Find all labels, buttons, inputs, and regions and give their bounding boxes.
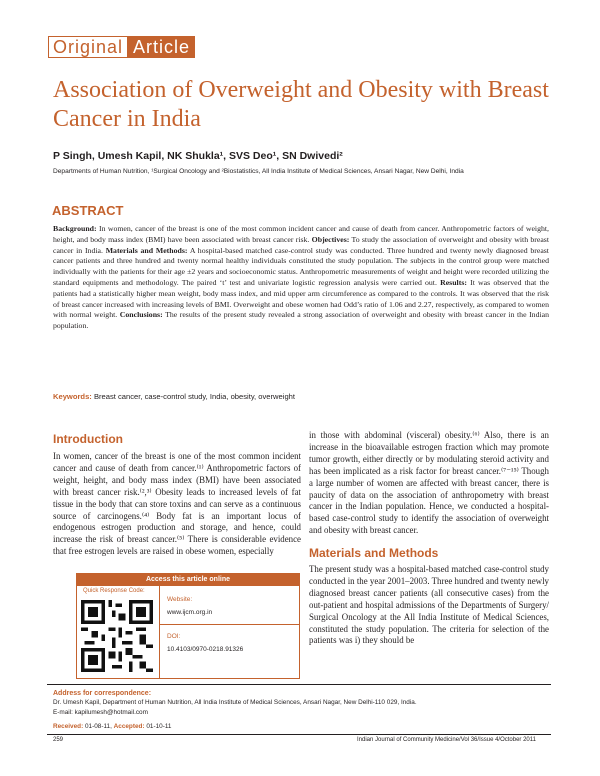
correspondence-rule	[47, 684, 551, 685]
footer-rule	[47, 734, 551, 735]
keywords-label: Keywords:	[53, 392, 92, 401]
objectives-label: Objectives:	[311, 234, 350, 244]
methods-heading: Materials and Methods	[309, 546, 439, 560]
methods-text: The present study was a hospital-based matched case-control study conducted in the year 2001–2003. Three hundred and twenty newly diagnosed breast cancer patients (all consecutive cases) from the out-patient and hospital admissions of the Departments of Surgery/ Surgical Oncology at the All India Institute of Medical Sciences, constituted the study population. The criteria for selection of the patients was i) they should be	[309, 564, 549, 646]
affiliation: Departments of Human Nutrition, ¹Surgical Oncology and ²Biostatistics, All India Institute of Medical Sciences, Ansari Nagar, New Delhi, India	[53, 168, 464, 175]
access-box-header: Access this article online	[77, 574, 299, 586]
journal-citation: Indian Journal of Community Medicine/Vol 36/Issue 4/October 2011	[357, 737, 536, 743]
conclusions-text: The results of the present study revealed a strong association of overweight and obesity with breast cancer in the Indian population.	[53, 310, 550, 331]
results-text: It was observed that the patients had a statistically higher mean weight, body mass index, and mid upper arm circumference as compared to the controls. It was observed that the risk of breast cancer increased with increasing levels of BMI. Overweight and obese women had Odd’s ratio of 1.06 and 2.27, respectively, as compared to women with normal weight.	[53, 277, 550, 320]
access-box-divider	[159, 624, 299, 625]
keywords-text: Breast cancer, case-control study, India, obesity, overweight	[93, 392, 296, 401]
received-label: Received:	[53, 723, 84, 730]
methods-text: A hospital-based matched case-control study was conducted. Three hundred and twenty newly diagnosed breast cancer patients and three hundred and twenty normal healthy individuals constituted the study population. The subjects in the control group were matched individually with the patients for their age ±2 years and socioeconomic status. Anthropometric measurements of weight and height were recorded utilizing the standard equipments and methodology. The paired ‘t’ test and univariate logistic regression analysis were carried out.	[53, 245, 549, 287]
qr-code-icon[interactable]	[81, 600, 153, 672]
access-box-divider	[159, 586, 160, 678]
access-article-box	[76, 573, 300, 679]
correspondence-email[interactable]: E-mail: kapilumesh@hotmail.com	[53, 709, 148, 716]
received-accepted-dates	[53, 723, 171, 730]
correspondence-title: Address for correspondence:	[53, 690, 152, 697]
abstract-heading: ABSTRACT	[52, 203, 124, 218]
correspondence-address: Dr. Umesh Kapil, Department of Human Nutrition, All India Institute of Medical Sciences, Ansari Nagar, New Delhi-110 029, India.	[53, 699, 417, 706]
badge-word-article: Article	[128, 36, 195, 58]
badge-word-original: Original	[48, 36, 128, 58]
abstract-body	[53, 224, 549, 332]
doi-link[interactable]: 10.4103/0970-0218.91326	[167, 646, 244, 653]
page-number: 259	[53, 737, 64, 743]
background-text: In women, cancer of the breast is one of the most common incident cancer and cause of death from cancer. Anthropometric factors of weight, height, and body mass index (BMI) have been associated with breast cancer risk.	[53, 224, 550, 244]
accepted-date: 01-10-11	[146, 723, 172, 730]
introduction-column-1: In women, cancer of the breast is one of the most common incident cancer and cause of death from cancer.⁽¹⁾ Anthropometric factors of weight, height, and body mass index (BMI) have been associated with breast cancer risk.⁽²,³⁾ Obesity leads to increased levels of fat tissue in the body that can store toxins and can serve as a continuous source of carcinogens.⁽⁴⁾ Body fat is an important locus of endogenous estrogen production and storage, and hence, could increase the risk of breast cancer.⁽⁵⁾ There is considerable evidence that free estrogen levels are raised in obese women, especially	[53, 451, 301, 557]
accepted-label: Accepted:	[113, 723, 145, 730]
methods-label: Materials and Methods:	[105, 245, 188, 255]
objectives-text: To study the association of overweight and obesity with breast cancer in India.	[53, 234, 549, 255]
results-label: Results:	[440, 277, 467, 287]
author-list: P Singh, Umesh Kapil, NK Shukla¹, SVS Deo¹, SN Dwivedi²	[53, 150, 343, 162]
keywords	[53, 392, 295, 401]
website-link[interactable]: www.ijcm.org.in	[167, 609, 213, 616]
introduction-column-2: in those with abdominal (visceral) obesity.⁽⁶⁾ Also, there is an increase in the bioavailable estrogen fraction which may promote tumor growth, either directly or by modulating steroid activity and has been implicated as a risk factor for breast cancer.⁽⁷⁻¹⁵⁾ Though a large number of women are affected with breast cancer, there is paucity of data on the association of anthropometry with breast cancer in the Indian population. Hence, we conducted a hospital-based case-control study to identify the association of overweight and obesity with breast cancer.	[309, 430, 549, 536]
introduction-heading: Introduction	[53, 432, 123, 446]
doi-label: DOI:	[167, 633, 181, 640]
background-label: Background:	[53, 224, 97, 233]
article-title: Association of Overweight and Obesity with Breast Cancer in India	[53, 77, 549, 132]
conclusions-label: Conclusions:	[119, 310, 163, 320]
qr-code-label: Quick Response Code:	[83, 588, 145, 594]
article-type-badge	[48, 36, 195, 58]
received-date: 01-08-11,	[84, 723, 112, 730]
website-label: Website:	[167, 596, 193, 603]
